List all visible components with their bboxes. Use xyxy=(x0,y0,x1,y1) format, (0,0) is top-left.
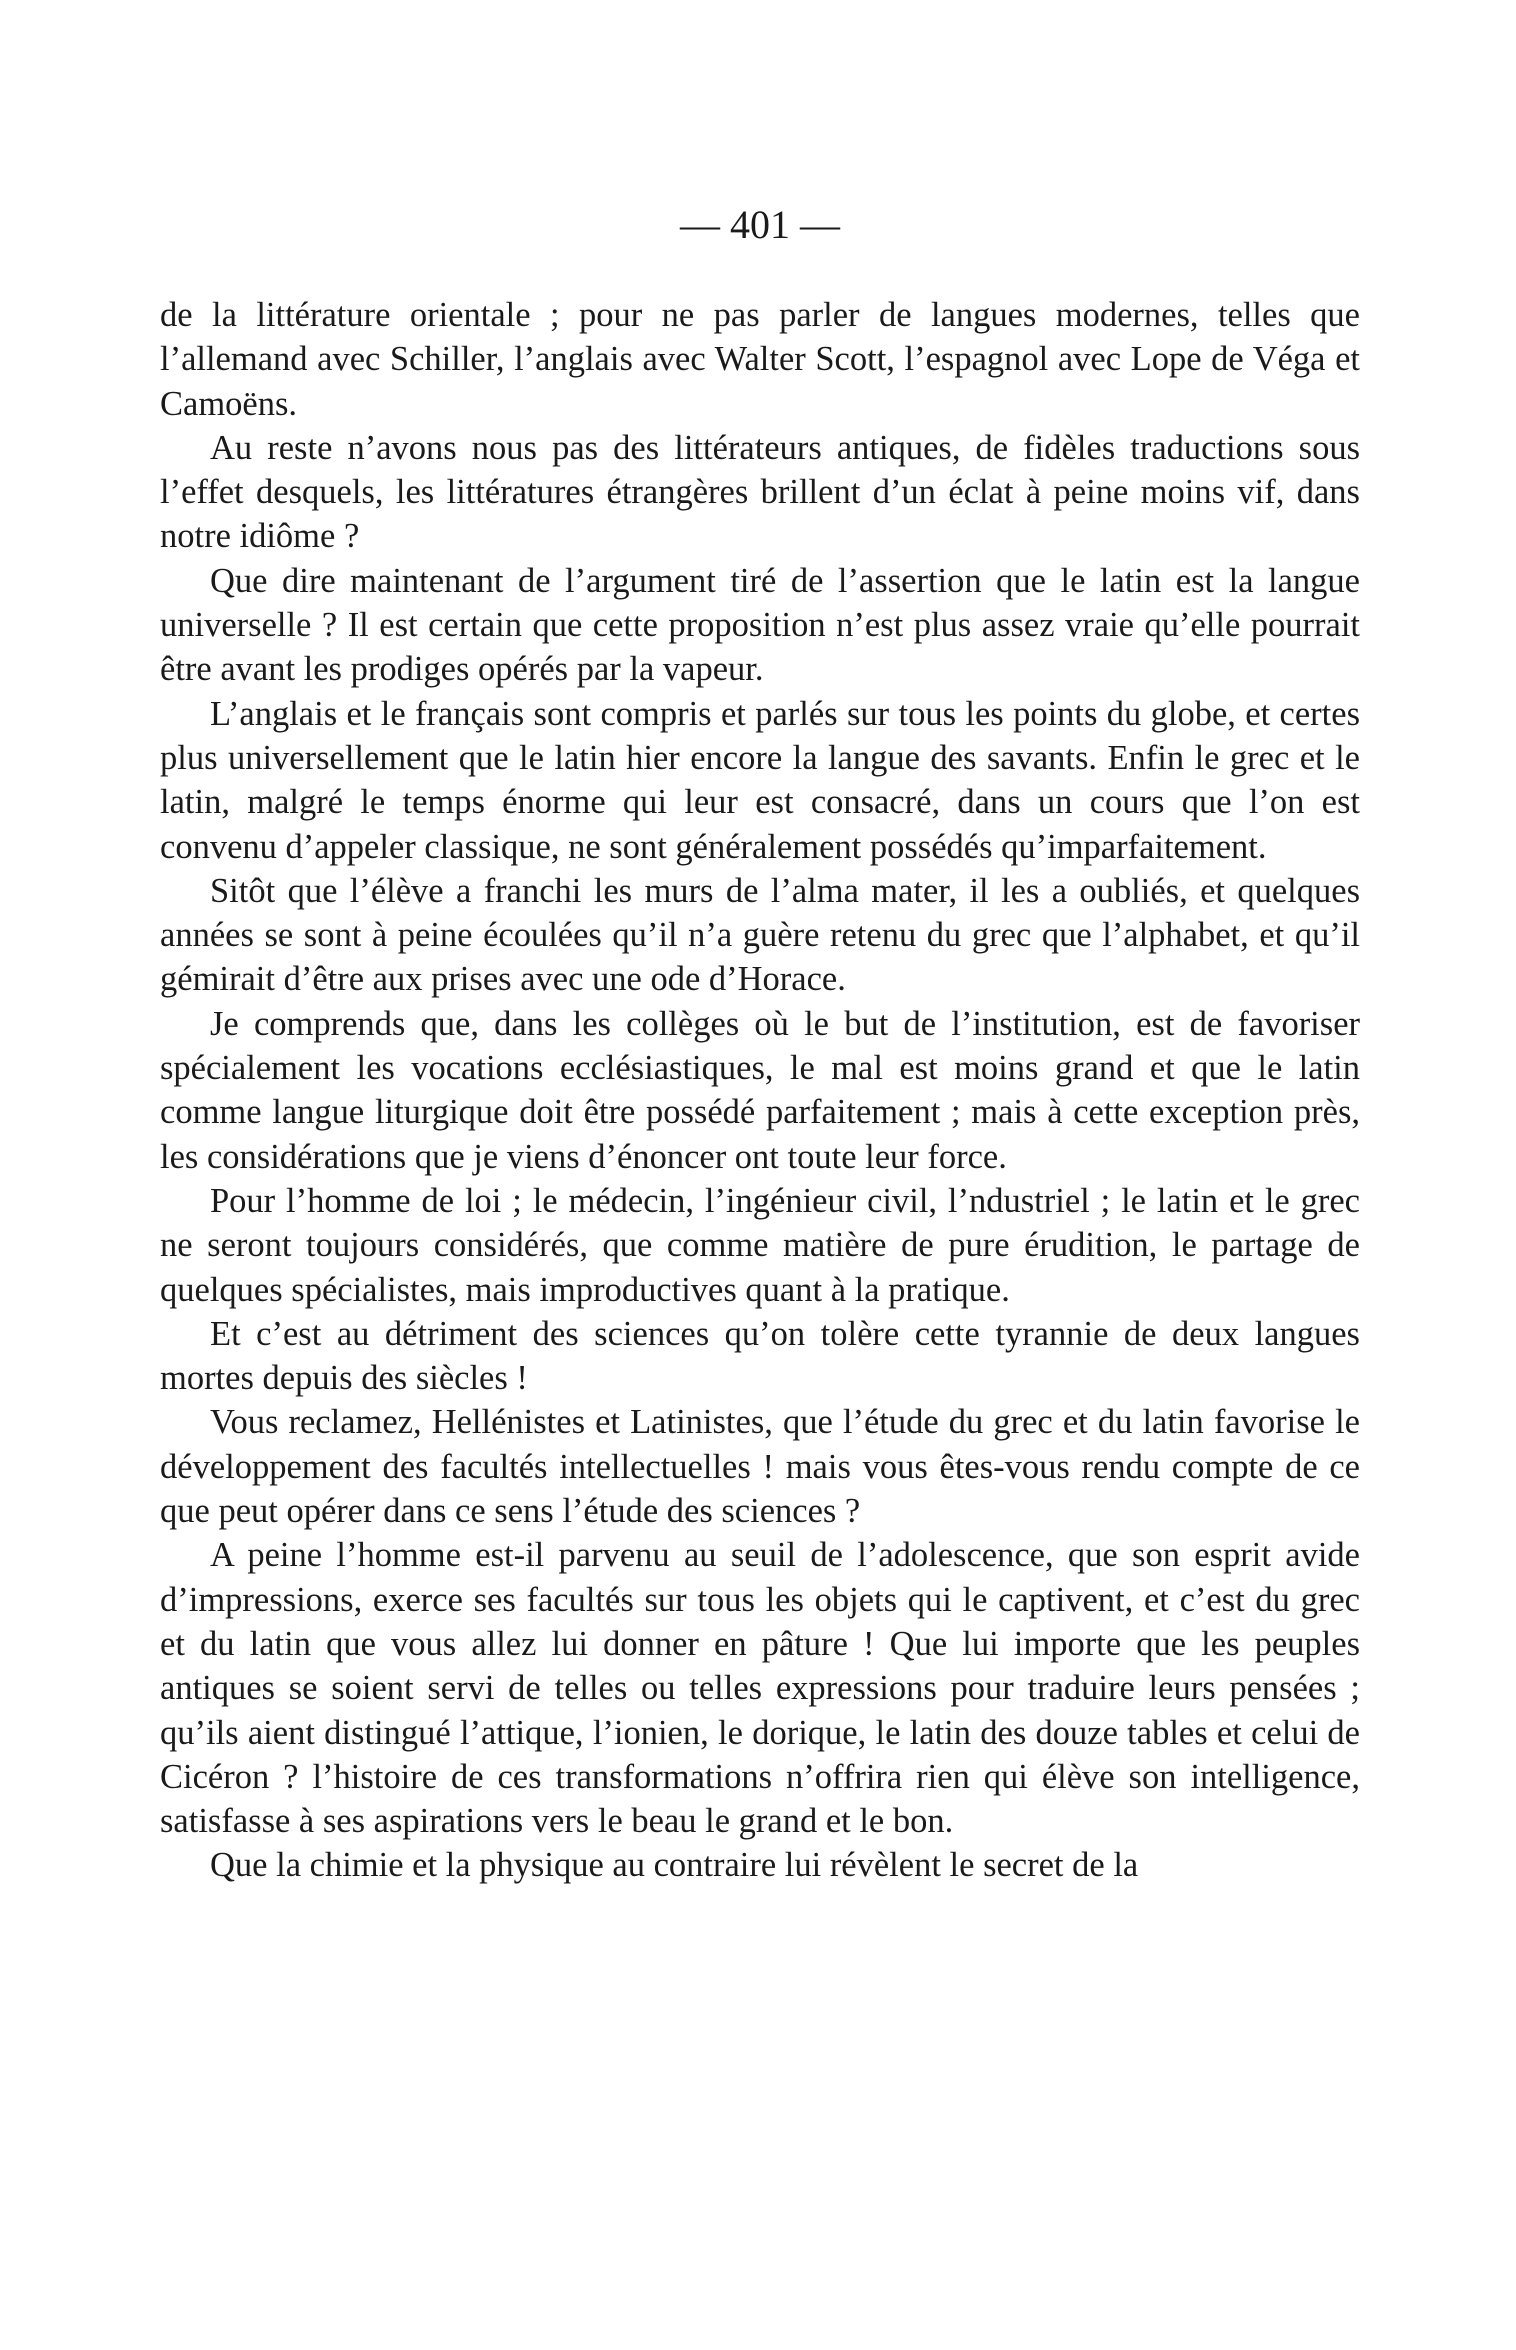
paragraph: Je comprends que, dans les collèges où le but de l’institution, est de favoriser spécialement les vocations ecclésiastiques, le mal est moins grand et que le latin comme langue liturgique doit être possédé parfaitement ; mais à cette exception près, les considérations que je viens d’énoncer ont toute leur force. xyxy=(160,1004,1360,1176)
paragraph: Et c’est au détriment des sciences qu’on tolère cette tyrannie de deux langues mortes depuis des siècles ! xyxy=(160,1314,1360,1398)
paragraph: L’anglais et le français sont compris et parlés sur tous les points du globe, et certes plus universellement que le latin hier encore la langue des savants. Enfin le grec et le latin, malgré le temps énorme qui leur est consacré, dans un cours que l’on est convenu d’appeler classique, ne sont généralement possédés qu’imparfaitement. xyxy=(160,694,1360,866)
paragraph: Au reste n’avons nous pas des littérateurs antiques, de fidèles traductions sous l’effet desquels, les littératures étrangères brillent d’un éclat à peine moins vif, dans notre idiôme ? xyxy=(160,428,1360,556)
paragraph: Vous reclamez, Hellénistes et Latinistes, que l’étude du grec et du latin favorise le développement des facultés intellectuelles ! mais vous êtes-vous rendu compte de ce que peut opérer dans ce sens l’étude des sciences ? xyxy=(160,1403,1360,1531)
paragraph: Sitôt que l’élève a franchi les murs de l’alma mater, il les a oubliés, et quelques années se sont à peine écoulées qu’il n’a guère retenu du grec que l’alphabet, et qu’il gémirait d’être aux prises avec une ode d’Horace. xyxy=(160,871,1360,999)
paragraph: Que dire maintenant de l’argument tiré de l’assertion que le latin est la langue universelle ? Il est certain que cette proposition n’est plus assez vraie qu’elle pourrait être avant les prodiges opérés par la vapeur. xyxy=(160,561,1360,689)
page xyxy=(160,202,1360,1888)
paragraph: A peine l’homme est-il parvenu au seuil de l’adolescence, que son esprit avide d’impressions, exerce ses facultés sur tous les objets qui le captivent, et c’est du grec et du latin que vous allez lui donner en pâture ! Que lui importe que les peuples antiques se soient servi de telles ou telles expressions pour traduire leurs pensées ; qu’ils aient distingué l’attique, l’ionien, le dorique, le latin des douze tables et celui de Cicéron ? l’histoire de ces transformations n’offrira rien qui élève son intelligence, satisfasse à ses aspirations vers le beau le grand et le bon. xyxy=(160,1536,1360,1841)
body-text xyxy=(160,293,1360,1888)
paragraph: de la littérature orientale ; pour ne pas parler de langues modernes, telles que l’allemand avec Schiller, l’anglais avec Walter Scott, l’espagnol avec Lope de Véga et Camoëns. xyxy=(160,296,1360,423)
paragraph: Que la chimie et la physique au contraire lui révèlent le secret de la xyxy=(210,1846,1139,1885)
page-number: — 401 — xyxy=(680,202,840,247)
paragraph: Pour l’homme de loi ; le médecin, l’ingénieur civil, l’ndustriel ; le latin et le grec ne seront toujours considérés, que comme matière de pure érudition, le partage de quelques spécialistes, mais improductives quant à la pratique. xyxy=(160,1181,1360,1309)
